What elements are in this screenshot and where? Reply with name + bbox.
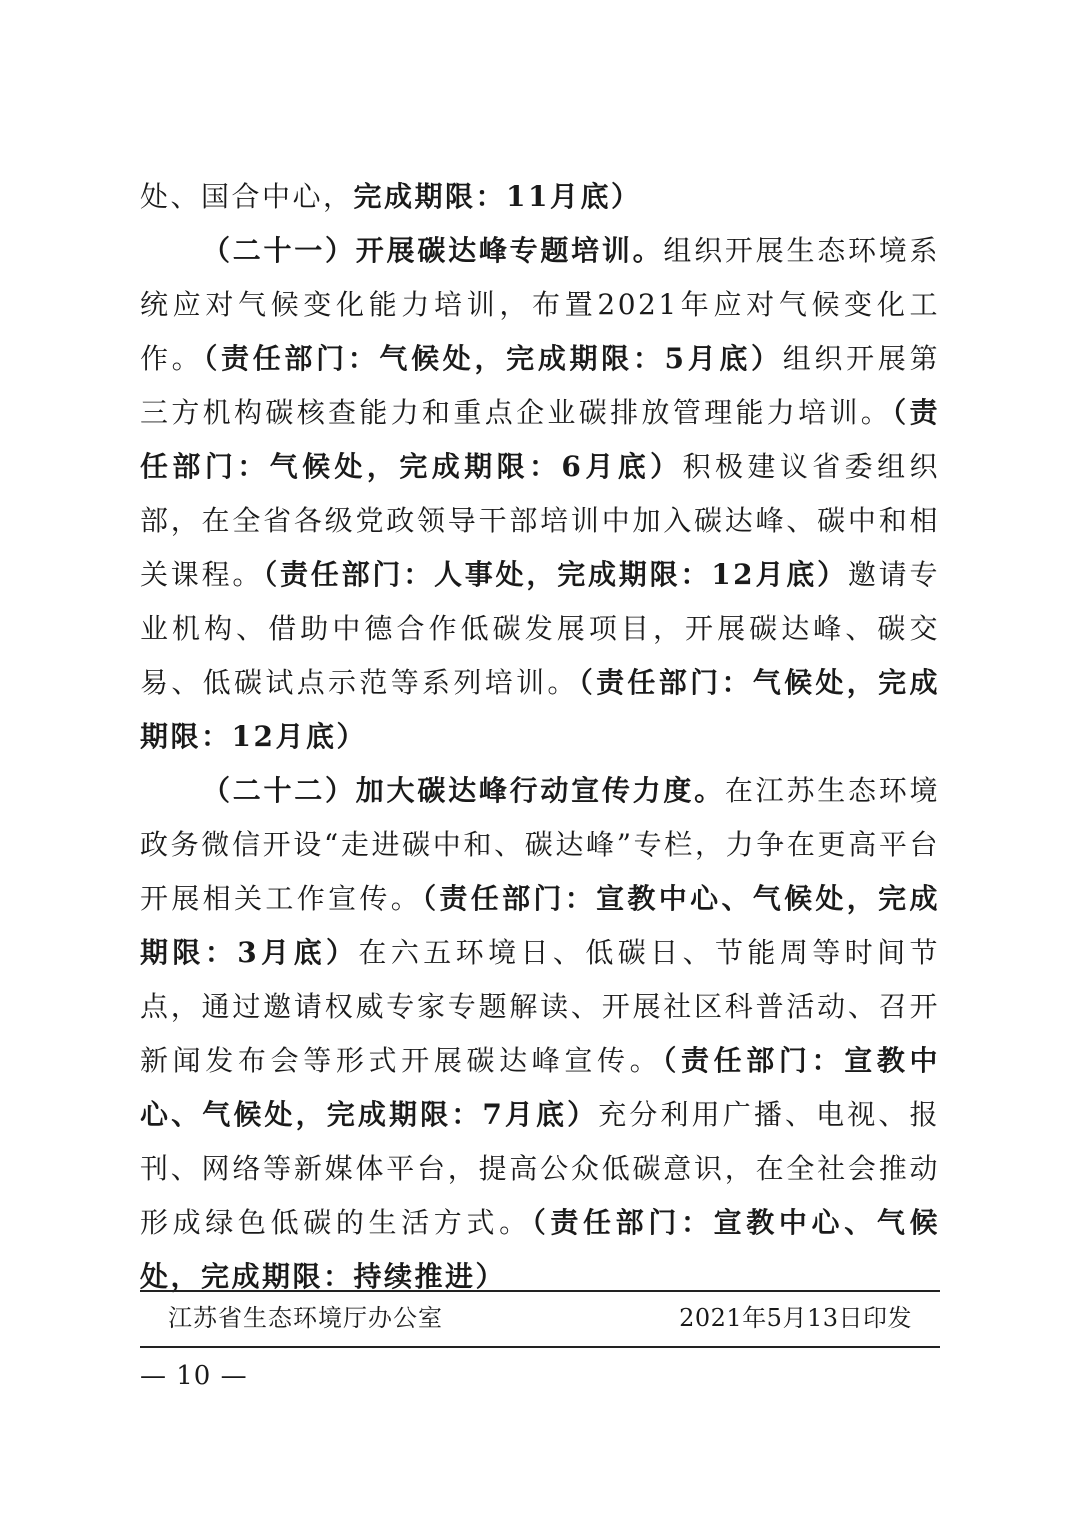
item-sentence: 在六五环境日、低碳日、节能周等时间节点，通过邀请权威专家专题解读、开展社区科普活动、召开新闻发布会等形式开展碳达峰宣传。 [140,936,940,1077]
paragraph-item-21 [140,224,940,764]
continuation-text: 处、国合中心， [140,180,354,213]
responsibility-note: （责任部门：气候处，完成期限：5月底） [203,342,783,375]
item-sentence: 邀请专业机构、借助中德合作低碳发展项目，开展碳达峰、碳交易、低碳试点示范等系列培训。 [140,558,940,699]
item-sentence: 组织开展第三方机构碳核查能力和重点企业碳排放管理能力培训。 [140,342,940,429]
item-heading: （二十一）开展碳达峰专题培训。 [202,234,664,267]
issue-date: 2021年5月13日印发 [679,1304,912,1332]
paragraph-continuation [140,170,940,224]
responsibility-note: （责任部门：宣教中心、气候处，完成期限：7月底） [140,1044,940,1131]
responsibility-note: （责任部门：宣教中心、气候处，完成期限：持续推进） [140,1206,940,1293]
responsibility-note: （责任部门：气候处，完成期限：6月底） [140,396,940,483]
page-number: — 10 — [140,1361,248,1391]
responsibility-note: （责任部门：人事处，完成期限：12月底） [263,558,848,591]
responsibility-note: （责任部门：气候处，完成期限：12月底） [140,666,940,753]
issuer-name: 江苏省生态环境厅办公室 [168,1304,443,1332]
imprint-block [140,1290,940,1348]
document-body [140,170,940,1304]
item-sentence: 充分利用广播、电视、报刊、网络等新媒体平台，提高公众低碳意识，在全社会推动形成绿色低碳的生活方式。 [140,1098,940,1239]
responsibility-note: （责任部门：宣教中心、气候处，完成期限：3月底） [140,882,940,969]
paragraph-item-22 [140,764,940,1304]
responsibility-note: 完成期限：11月底） [353,180,642,213]
item-heading: （二十二）加大碳达峰行动宣传力度。 [202,774,725,807]
item-sentence: 积极建议省委组织部，在全省各级党政领导干部培训中加入碳达峰、碳中和相关课程。 [140,450,940,591]
item-sentence: 组织开展生态环境系统应对气候变化能力培训，布置2021年应对气候变化工作。 [140,234,940,375]
item-sentence: 在江苏生态环境政务微信开设“走进碳中和、碳达峰”专栏，力争在更高平台开展相关工作宣传。 [140,774,940,915]
